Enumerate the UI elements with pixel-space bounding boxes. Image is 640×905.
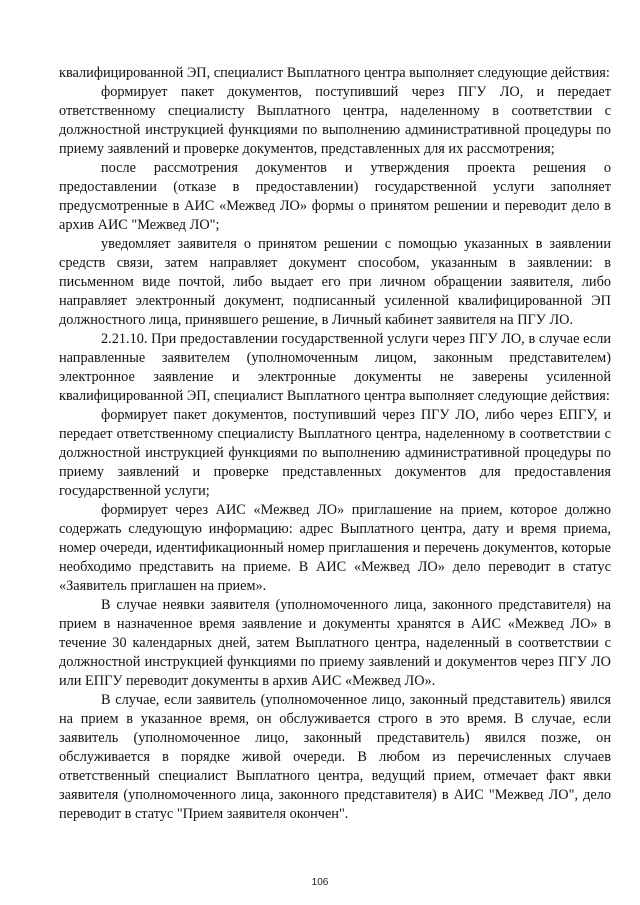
paragraph-invitation: формирует через АИС «Межвед ЛО» приглашение на прием, которое должно содержать следующую информацию: адрес Выплатного центра, дату и время приема, номер очереди, идентификационный номер приглашения и перечень документов, которые необходимо представить на приеме. В АИС «Межвед ЛО» дело переводит в статус «Заявитель приглашен на прием».	[59, 502, 611, 594]
paragraph-after-review: после рассмотрения документов и утверждения проекта решения о предоставлении (отказе в предоставлении) государственной услуги заполняет предусмотренные в АИС «Межвед ЛО» формы о принятом решении и переводит дело в архив АИС "Межвед ЛО";	[59, 160, 611, 233]
paragraph-form-package-epgu: формирует пакет документов, поступивший через ПГУ ЛО, либо через ЕПГУ, и передает ответственному специалисту Выплатного центра, наделенному в соответствии с должностной инструкцией функциями по выполнению административной процедуры по приему заявлений и проверке представленных документов для предоставления государственной услуги;	[59, 407, 611, 499]
document-body	[59, 64, 611, 824]
paragraph-notify-applicant: уведомляет заявителя о принятом решении с помощью указанных в заявлении средств связи, затем направляет документ способом, указанным в заявлении: в письменном виде почтой, либо выдает его при личном обращении заявителя, либо направляет электронный документ, подписанный усиленной квалифицированной ЭП должностного лица, принявшего решение, в Личный кабинет заявителя на ПГУ ЛО.	[59, 236, 611, 328]
paragraph-appeared: В случае, если заявитель (уполномоченное лицо, законный представитель) явился на прием в указанное время, он обслуживается строго в это время. В случае, если заявитель (уполномоченное лицо, законный представитель) явился позже, он обслуживается в порядке живой очереди. В любом из перечисленных случаев ответственный специалист Выплатного центра, ведущий прием, отмечает факт явки заявителя (уполномоченного лица, законного представителя) в АИС "Межвед ЛО", дело переводит в статус "Прием заявителя окончен".	[59, 692, 611, 822]
paragraph-continuation: квалифицированной ЭП, специалист Выплатного центра выполняет следующие действия:	[59, 65, 610, 81]
page-number: 106	[311, 877, 329, 888]
paragraph-no-show: В случае неявки заявителя (уполномоченного лица, законного представителя) на прием в назначенное время заявление и документы хранятся в АИС «Межвед ЛО» в течение 30 календарных дней, затем Выплатного центра, наделенный в соответствии с должностной инструкцией функциями по приему заявлений и документов через ПГУ ЛО или ЕПГУ переводит документы в архив АИС «Межвед ЛО».	[59, 597, 611, 689]
paragraph-clause-2-21-10: 2.21.10. При предоставлении государственной услуги через ПГУ ЛО, в случае если направленные заявителем (уполномоченным лицом, законным представителем) электронное заявление и электронные документы не заверены усиленной квалифицированной ЭП, специалист Выплатного центра выполняет следующие действия:	[59, 331, 611, 404]
paragraph-form-package: формирует пакет документов, поступивший через ПГУ ЛО, и передает ответственному специалисту Выплатного центра, наделенному в соответствии с должностной инструкцией функциями по выполнению административной процедуры по приему заявлений и проверке документов, представленных для их рассмотрения;	[59, 84, 611, 157]
